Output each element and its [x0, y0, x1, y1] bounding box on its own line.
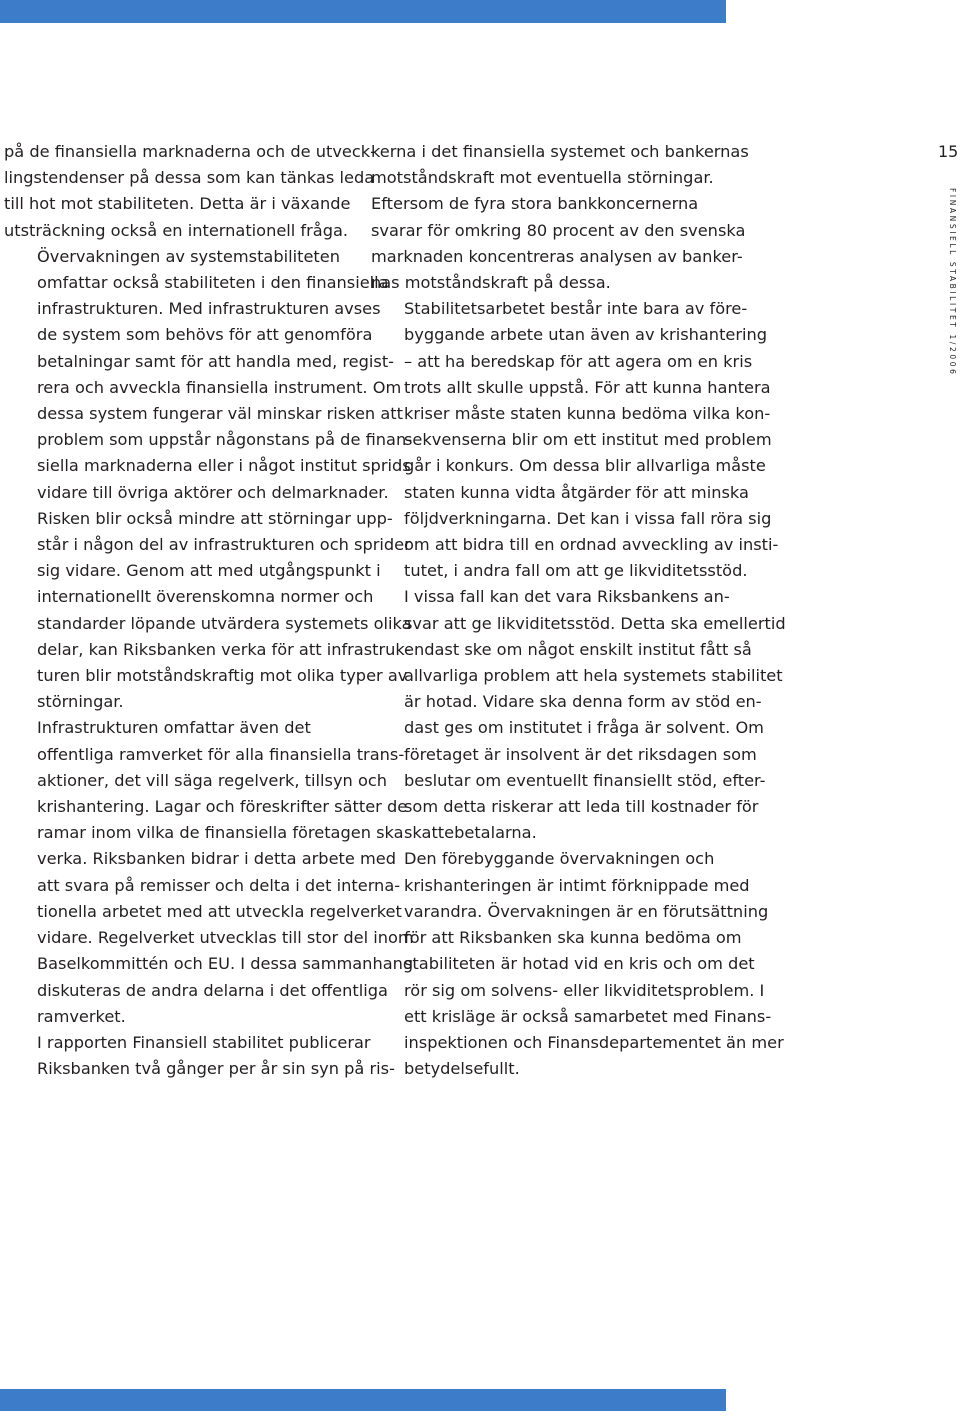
paragraph	[371, 846, 784, 1082]
text-line: som detta riskerar att leda till kostnader för	[404, 797, 759, 817]
text-line: vidare. Regelverket utvecklas till stor del inom	[37, 928, 414, 948]
text-line: lingstendenser på dessa som kan tänkas leda	[4, 168, 375, 188]
text-line: aktioner, det vill säga regelverk, tillsyn och	[37, 770, 388, 790]
text-line: offentliga ramverket för alla finansiella trans-	[37, 744, 405, 764]
text-line: inspektionen och Finansdepartementet än mer	[404, 1032, 784, 1052]
text-line: ramverket.	[37, 1006, 126, 1026]
text-line: Stabilitetsarbetet består inte bara av före-	[404, 299, 748, 319]
left-text-column	[4, 139, 414, 1082]
text-line: verka. Riksbanken bidrar i detta arbete med	[37, 849, 396, 869]
page-number: 15	[938, 142, 959, 161]
paragraph	[4, 139, 376, 244]
text-line: utsträckning också en internationell fråga.	[4, 220, 349, 240]
text-line: diskuteras de andra delarna i det offentliga	[37, 980, 388, 1000]
text-line: dast ges om institutet i fråga är solvent. Om	[404, 718, 764, 738]
text-line: tionella arbetet med att utveckla regelverket	[37, 901, 402, 921]
text-line: vidare till övriga aktörer och delmarknader.	[37, 482, 389, 502]
text-line: dessa system fungerar väl minskar risken att	[37, 404, 403, 424]
text-line: till hot mot stabiliteten. Detta är i växande	[4, 194, 351, 214]
paragraph	[4, 244, 413, 716]
paragraph	[4, 715, 414, 1029]
paragraph	[371, 584, 786, 846]
text-line: betydelsefullt.	[404, 1059, 520, 1079]
bottom-accent-bar	[0, 1389, 726, 1411]
text-line: svarar för omkring 80 procent av den svenska	[371, 220, 746, 240]
text-line: Riksbanken två gånger per år sin syn på ris-	[37, 1059, 395, 1079]
text-line: trots allt skulle uppstå. För att kunna hantera	[404, 377, 771, 397]
text-line: sekvenserna blir om ett institut med problem	[404, 430, 772, 450]
text-line: marknaden koncentreras analysen av banker-	[371, 246, 743, 266]
text-line: problem som uppstår någonstans på de finan-	[37, 430, 413, 450]
text-line: stabiliteten är hotad vid en kris och om det	[404, 954, 755, 974]
text-line: nas motståndskraft på dessa.	[371, 273, 611, 293]
text-line: svar att ge likviditetsstöd. Detta ska emellertid	[404, 613, 786, 633]
text-line: delar, kan Riksbanken verka för att infrastruk-	[37, 639, 411, 659]
text-line: infrastrukturen. Med infrastrukturen avses	[37, 299, 381, 319]
text-line: krishanteringen är intimt förknippade med	[404, 875, 750, 895]
text-line: följdverkningarna. Det kan i vissa fall röra sig	[404, 508, 772, 528]
text-line: de system som behövs för att genomföra	[37, 325, 373, 345]
text-line: omfattar också stabiliteten i den finansiella	[37, 273, 389, 293]
text-line: Risken blir också mindre att störningar upp-	[37, 508, 393, 528]
top-accent-bar	[0, 0, 726, 23]
text-line: turen blir motståndskraftig mot olika typer av	[37, 666, 408, 686]
text-line: Den förebyggande övervakningen och	[404, 849, 715, 869]
text-line: standarder löpande utvärdera systemets olika	[37, 613, 412, 633]
text-line: sig vidare. Genom att med utgångspunkt i	[37, 561, 381, 581]
text-line: kerna i det finansiella systemet och bankernas	[371, 142, 749, 161]
text-line: störningar.	[37, 692, 124, 712]
text-line: Övervakningen av systemstabiliteten	[37, 246, 340, 266]
text-line: ett krisläge är också samarbetet med Finans-	[404, 1006, 772, 1026]
text-line: tutet, i andra fall om att ge likviditetsstöd.	[404, 561, 748, 581]
text-line: Eftersom de fyra stora bankkoncernerna	[371, 194, 699, 214]
text-line: – att ha beredskap för att agera om en kris	[404, 351, 753, 371]
text-line: kriser måste staten kunna bedöma vilka kon-	[404, 404, 771, 424]
text-line: betalningar samt för att handla med, regist-	[37, 351, 395, 371]
right-text-column	[371, 139, 786, 1082]
text-line: motståndskraft mot eventuella störningar.	[371, 168, 714, 188]
text-line: går i konkurs. Om dessa blir allvarliga måste	[404, 456, 766, 476]
text-line: skattebetalarna.	[404, 823, 537, 843]
paragraph	[4, 1030, 395, 1082]
text-line: byggande arbete utan även av krishantering	[404, 325, 768, 345]
text-line: allvarliga problem att hela systemets stabilitet	[404, 666, 783, 686]
text-line: I rapporten Finansiell stabilitet publicerar	[37, 1032, 371, 1052]
text-line: beslutar om eventuellt finansiellt stöd, efter-	[404, 770, 766, 790]
text-line: rör sig om solvens- eller likviditetsproblem. I	[404, 980, 765, 1000]
text-line: för att Riksbanken ska kunna bedöma om	[404, 928, 742, 948]
paragraph	[371, 296, 779, 584]
text-line: Infrastrukturen omfattar även det	[37, 718, 311, 738]
text-line: står i någon del av infrastrukturen och sprider	[37, 535, 411, 555]
text-line: Baselkommittén och EU. I dessa sammanhang	[37, 954, 414, 974]
running-head: FINANSIELL STABILITET 1/2006	[948, 188, 957, 377]
text-line: I vissa fall kan det vara Riksbankens an-	[404, 587, 730, 607]
paragraph	[371, 139, 749, 296]
text-line: internationellt överenskomna normer och	[37, 587, 374, 607]
text-line: om att bidra till en ordnad avveckling av insti-	[404, 535, 779, 555]
text-line: siella marknaderna eller i något institut sprids	[37, 456, 411, 476]
text-line: varandra. Övervakningen är en förutsättning	[404, 901, 769, 921]
text-line: på de finansiella marknaderna och de utveck-	[4, 142, 376, 161]
text-line: krishantering. Lagar och föreskrifter sätter de	[37, 797, 408, 817]
text-line: ramar inom vilka de finansiella företagen ska	[37, 823, 404, 843]
text-line: företaget är insolvent är det riksdagen som	[404, 744, 757, 764]
text-line: rera och avveckla finansiella instrument. Om	[37, 377, 402, 397]
text-line: staten kunna vidta åtgärder för att minska	[404, 482, 749, 502]
text-line: endast ske om något enskilt institut fått så	[404, 639, 752, 659]
text-line: är hotad. Vidare ska denna form av stöd en-	[404, 692, 762, 712]
text-line: att svara på remisser och delta i det interna-	[37, 875, 401, 895]
